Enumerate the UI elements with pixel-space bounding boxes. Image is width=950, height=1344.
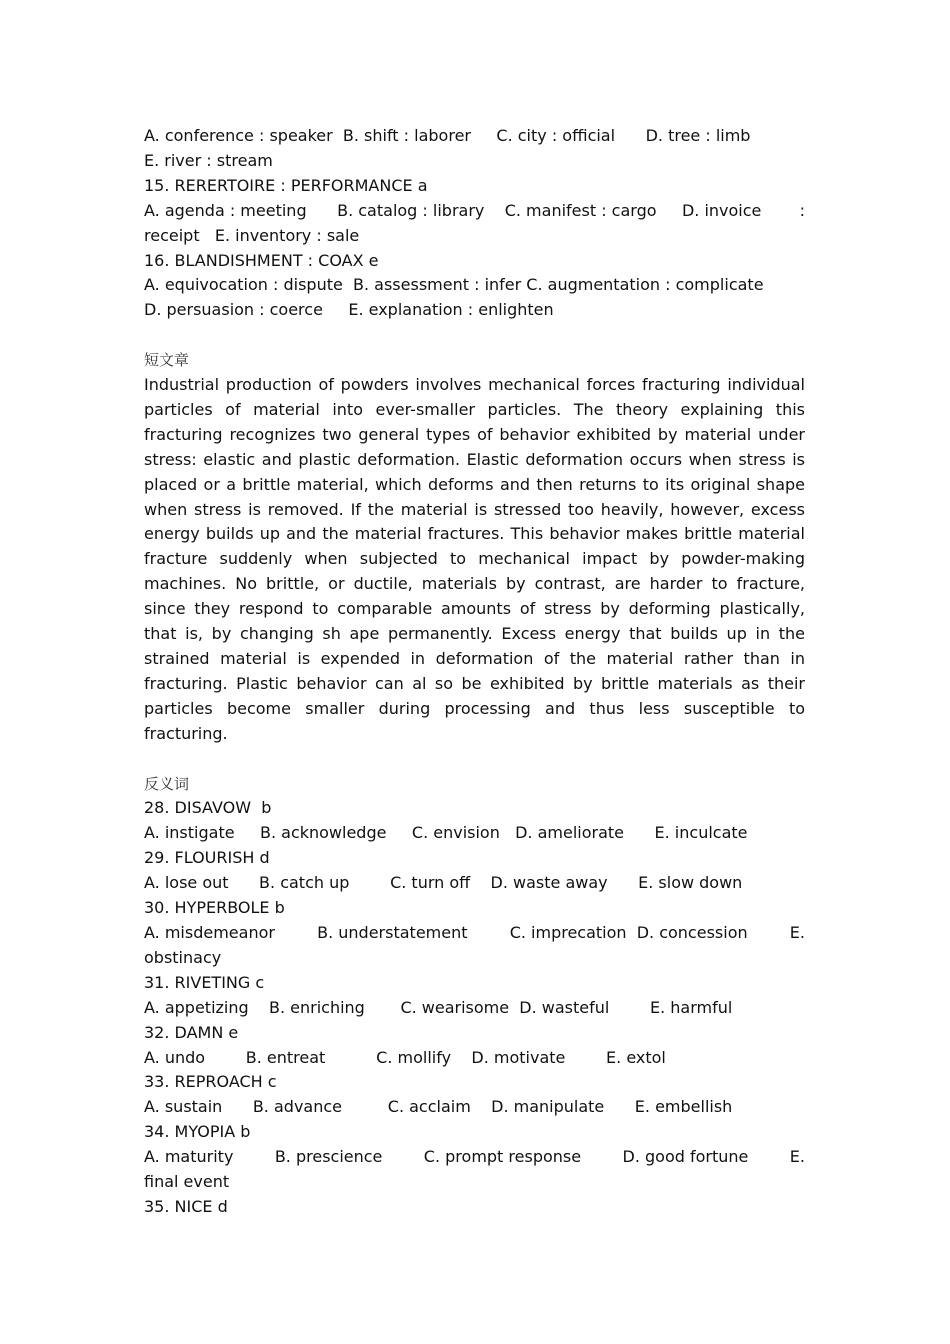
q14-options-line-1: A. conference : speaker B. shift : laborer C. city : official D. tree : limb: [144, 126, 751, 145]
antonym-stem: 34. MYOPIA b: [144, 1122, 251, 1142]
spacer: [144, 323, 805, 348]
antonym-option: C. imprecation D. concession: [509, 922, 748, 942]
antonym-options: A. lose out B. catch up C. turn off D. waste away E. slow down: [144, 873, 743, 893]
antonym-options-line-2: obstinacy: [144, 947, 222, 967]
reading-passage: Industrial production of powders involves mechanical forces fracturing individual particles of material into ever-smaller particles. The theory explaining this fracturing recognizes two general types of behavior exhibited by material under stress: elastic and plastic deformation. Elastic deformation occurs when stress is placed or a brittle material, which deforms and then returns to its original shape when stress is removed. If the material is stressed too heavily, however, excess energy builds up and the material fractures. This behavior makes brittle material fracture suddenly when subjected to mechanical impact by powder-making machines. No brittle, or ductile, materials by contrast, are harder to fracture, since they respond to comparable amounts of stress by deforming plastically, that is, by changing sh ape permanently. Excess energy that builds up in the strained material is expended in deformation of the material rather than in fracturing. Plastic behavior can al so be exhibited by brittle materials as their particles become smaller during processing and thus less susceptible to fracturing.: [144, 375, 805, 743]
antonym-stem: 35. NICE d: [144, 1196, 228, 1216]
document-page: [144, 124, 805, 1220]
antonym-stem: 31. RIVETING c: [144, 972, 265, 992]
q15-options-text: A. agenda : meeting B. catalog : library C. manifest : cargo D. invoice: [144, 200, 762, 220]
q15-options-line-1: [144, 199, 805, 224]
q16-options-line-1: A. equivocation : dispute B. assessment : infer C. augmentation : complicate: [144, 275, 764, 295]
q15-options-colon: :: [799, 200, 805, 220]
q15-stem: 15. RERERTOIRE : PERFORMANCE a: [144, 175, 428, 195]
antonym-options: A. sustain B. advance C. acclaim D. manipulate E. embellish: [144, 1097, 733, 1117]
antonym-stem: 32. DAMN e: [144, 1022, 239, 1042]
antonym-options: A. instigate B. acknowledge C. envision D. ameliorate E. inculcate: [144, 823, 748, 843]
antonym-option: E.: [789, 922, 805, 942]
antonym-option: B. understatement: [317, 922, 468, 942]
q15-options-line-2: receipt E. inventory : sale: [144, 225, 360, 245]
spacer: [144, 747, 805, 772]
antonym-stem: 28. DISAVOW b: [144, 798, 272, 818]
antonym-option: B. prescience: [274, 1147, 383, 1167]
antonym-option: A. misdemeanor: [144, 922, 275, 942]
antonym-options-line-1: [144, 921, 805, 946]
antonym-option: C. prompt response: [423, 1147, 582, 1167]
antonym-option: E.: [789, 1147, 805, 1167]
antonym-options: A. appetizing B. enriching C. wearisome D. wasteful E. harmful: [144, 997, 733, 1017]
antonym-option: A. maturity: [144, 1147, 234, 1167]
antonym-options: A. undo B. entreat C. mollify D. motivate E. extol: [144, 1047, 666, 1067]
antonym-options-line-2: final event: [144, 1172, 230, 1192]
q14-options-line-2: E. river : stream: [144, 150, 273, 170]
q16-options-line-2: D. persuasion : coerce E. explanation : enlighten: [144, 300, 554, 320]
antonym-options-line-1: [144, 1145, 805, 1170]
antonyms-section-heading: 反义词: [144, 774, 190, 793]
reading-section-heading: 短文章: [144, 351, 190, 370]
antonym-stem: 33. REPROACH c: [144, 1072, 277, 1092]
antonym-stem: 30. HYPERBOLE b: [144, 898, 285, 918]
antonym-option: D. good fortune: [622, 1147, 749, 1167]
q16-stem: 16. BLANDISHMENT : COAX e: [144, 250, 379, 270]
antonym-stem: 29. FLOURISH d: [144, 848, 270, 868]
